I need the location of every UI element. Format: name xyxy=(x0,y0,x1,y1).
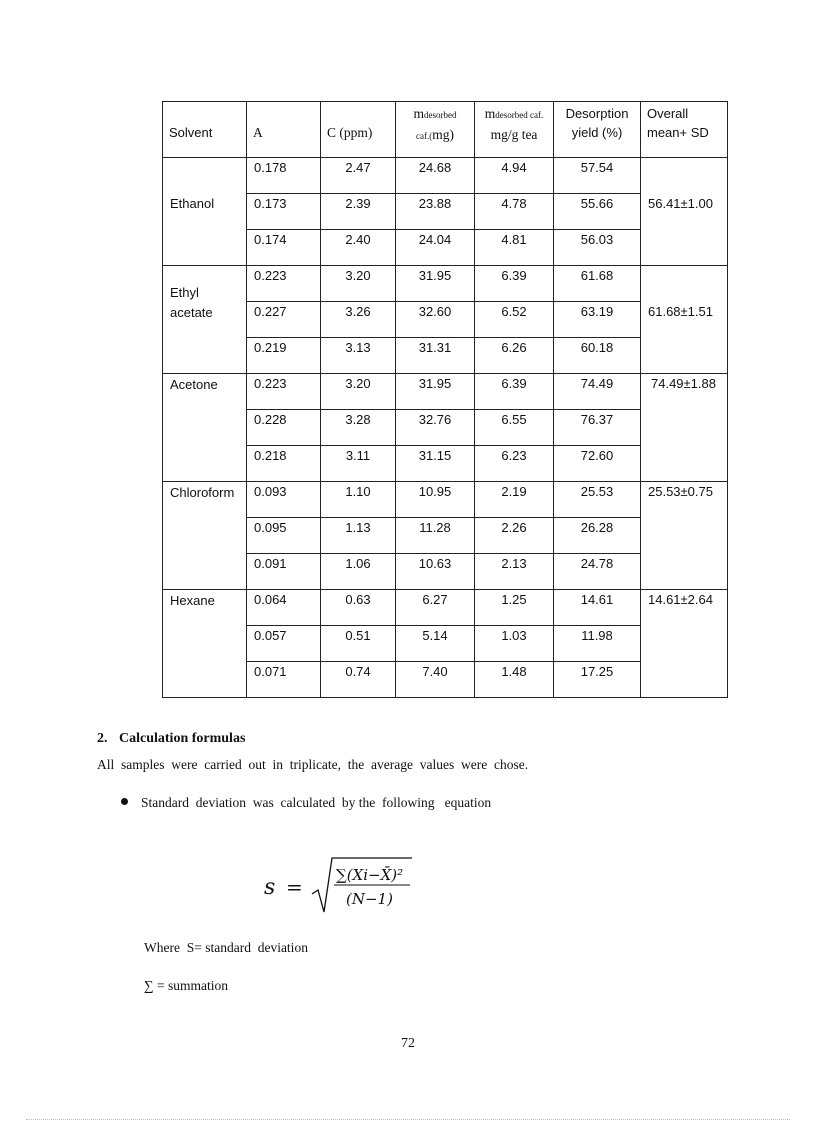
data-cell: 11.28 xyxy=(396,518,475,554)
data-cell: 1.13 xyxy=(321,518,396,554)
header-mg-per-g: mdesorbed caf. mg/g tea xyxy=(475,102,554,158)
table-body xyxy=(163,158,728,698)
data-cell: 2.19 xyxy=(475,482,554,518)
data-cell: 10.63 xyxy=(396,554,475,590)
data-cell: 11.98 xyxy=(554,626,641,662)
header-solvent: Solvent xyxy=(163,102,247,158)
overall-mean-sd-cell: 25.53±0.75 xyxy=(641,482,728,590)
data-cell: 7.40 xyxy=(396,662,475,698)
data-cell: 0.223 xyxy=(247,374,321,410)
data-cell: 3.11 xyxy=(321,446,396,482)
data-cell: 0.74 xyxy=(321,662,396,698)
data-cell: 0.091 xyxy=(247,554,321,590)
data-cell: 2.47 xyxy=(321,158,396,194)
data-cell: 60.18 xyxy=(554,338,641,374)
data-cell: 25.53 xyxy=(554,482,641,518)
formula-equals: = xyxy=(286,875,303,899)
overall-mean-sd-cell: 74.49±1.88 xyxy=(641,374,728,482)
data-cell: 3.26 xyxy=(321,302,396,338)
data-cell: 3.20 xyxy=(321,374,396,410)
overall-mean-sd-cell: 61.68±1.51 xyxy=(641,266,728,374)
data-cell: 0.093 xyxy=(247,482,321,518)
solvent-cell: Ethanol xyxy=(163,158,247,266)
data-cell: 24.78 xyxy=(554,554,641,590)
data-cell: 0.218 xyxy=(247,446,321,482)
data-cell: 0.178 xyxy=(247,158,321,194)
data-cell: 2.39 xyxy=(321,194,396,230)
data-cell: 1.10 xyxy=(321,482,396,518)
data-cell: 0.174 xyxy=(247,230,321,266)
data-cell: 56.03 xyxy=(554,230,641,266)
data-cell: 24.04 xyxy=(396,230,475,266)
data-cell: 32.76 xyxy=(396,410,475,446)
solvent-cell: Acetone xyxy=(163,374,247,482)
data-cell: 0.223 xyxy=(247,266,321,302)
table-row xyxy=(163,482,728,518)
caffeine-desorption-table xyxy=(162,101,728,698)
data-cell: 0.057 xyxy=(247,626,321,662)
data-cell: 14.61 xyxy=(554,590,641,626)
data-cell: 3.20 xyxy=(321,266,396,302)
data-cell: 31.95 xyxy=(396,374,475,410)
data-cell: 32.60 xyxy=(396,302,475,338)
data-cell: 26.28 xyxy=(554,518,641,554)
standard-deviation-formula xyxy=(262,856,422,920)
data-cell: 6.26 xyxy=(475,338,554,374)
data-cell: 0.064 xyxy=(247,590,321,626)
header-desorption-yield: Desorption yield (%) xyxy=(554,102,641,158)
header-c: C (ppm) xyxy=(321,102,396,158)
solvent-cell: Chloroform xyxy=(163,482,247,590)
data-cell: 6.55 xyxy=(475,410,554,446)
page-bottom-border xyxy=(26,1119,790,1120)
data-cell: 2.26 xyxy=(475,518,554,554)
formula-lhs: s xyxy=(264,875,276,900)
data-cell: 1.48 xyxy=(475,662,554,698)
solvent-cell: Hexane xyxy=(163,590,247,698)
data-cell: 4.78 xyxy=(475,194,554,230)
data-cell: 4.81 xyxy=(475,230,554,266)
where-definition-sum: ∑ = summation xyxy=(144,978,228,993)
data-cell: 74.49 xyxy=(554,374,641,410)
data-cell: 31.31 xyxy=(396,338,475,374)
data-cell: 23.88 xyxy=(396,194,475,230)
data-cell: 5.14 xyxy=(396,626,475,662)
data-cell: 0.228 xyxy=(247,410,321,446)
data-cell: 57.54 xyxy=(554,158,641,194)
data-cell: 63.19 xyxy=(554,302,641,338)
header-a: A xyxy=(247,102,321,158)
formula-numerator: ∑(Xi−X̄)² xyxy=(336,866,404,884)
data-cell: 1.25 xyxy=(475,590,554,626)
table-header-row xyxy=(163,102,728,158)
data-cell: 55.66 xyxy=(554,194,641,230)
data-cell: 76.37 xyxy=(554,410,641,446)
data-cell: 0.219 xyxy=(247,338,321,374)
header-overall: Overall mean+ SD xyxy=(641,102,728,158)
data-cell: 61.68 xyxy=(554,266,641,302)
data-cell: 3.13 xyxy=(321,338,396,374)
data-cell: 31.15 xyxy=(396,446,475,482)
data-cell: 0.227 xyxy=(247,302,321,338)
solvent-cell: Ethyl acetate xyxy=(163,266,247,374)
data-cell: 0.173 xyxy=(247,194,321,230)
data-cell: 0.63 xyxy=(321,590,396,626)
data-cell: 6.39 xyxy=(475,374,554,410)
formula-denominator: (N−1) xyxy=(346,890,393,908)
data-cell: 72.60 xyxy=(554,446,641,482)
page-number: 72 xyxy=(401,1036,415,1051)
triplicate-paragraph: All samples were carried out in triplicate, the average values were chose. xyxy=(97,757,529,772)
table-row xyxy=(163,266,728,302)
data-cell: 6.52 xyxy=(475,302,554,338)
overall-mean-sd-cell: 56.41±1.00 xyxy=(641,158,728,266)
data-cell: 31.95 xyxy=(396,266,475,302)
where-definition-s: Where S= standard deviation xyxy=(144,940,308,955)
data-cell: 6.39 xyxy=(475,266,554,302)
data-cell: 0.095 xyxy=(247,518,321,554)
table-row xyxy=(163,590,728,626)
data-cell: 6.23 xyxy=(475,446,554,482)
data-cell: 3.28 xyxy=(321,410,396,446)
data-cell: 2.40 xyxy=(321,230,396,266)
data-cell: 6.27 xyxy=(396,590,475,626)
bullet-item: Standard deviation was calculated by the following equation xyxy=(121,795,491,811)
data-cell: 0.51 xyxy=(321,626,396,662)
data-cell: 2.13 xyxy=(475,554,554,590)
data-cell: 4.94 xyxy=(475,158,554,194)
data-cell: 1.06 xyxy=(321,554,396,590)
data-cell: 24.68 xyxy=(396,158,475,194)
data-cell: 17.25 xyxy=(554,662,641,698)
table-row xyxy=(163,374,728,410)
section-heading: 2. Calculation formulas xyxy=(97,731,246,746)
header-m-desorbed: mdesorbed caf.(mg) xyxy=(396,102,475,158)
bullet-dot xyxy=(121,798,128,805)
data-cell: 0.071 xyxy=(247,662,321,698)
data-cell: 10.95 xyxy=(396,482,475,518)
overall-mean-sd-cell: 14.61±2.64 xyxy=(641,590,728,698)
data-cell: 1.03 xyxy=(475,626,554,662)
table-row xyxy=(163,158,728,194)
